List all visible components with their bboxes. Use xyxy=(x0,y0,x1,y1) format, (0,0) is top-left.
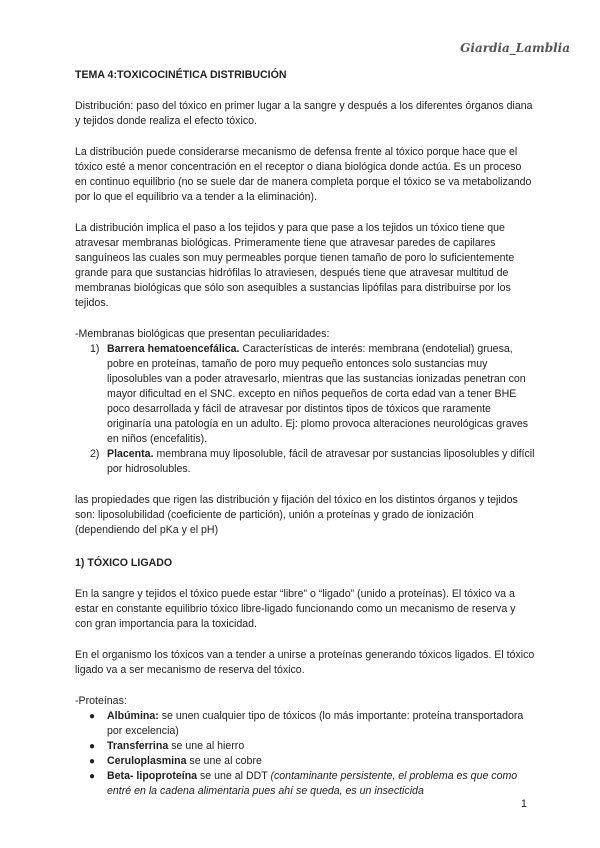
list-item xyxy=(75,739,535,754)
membrane-description: membrana muy liposoluble, fácil de atravesar por sustancias liposolubles y difícil por hidrosolubles. xyxy=(107,448,535,475)
bullet-icon: ● xyxy=(89,741,96,752)
list-item xyxy=(75,754,535,769)
protein-term: Albúmina: xyxy=(107,710,159,722)
paragraph-free-bound: En la sangre y tejidos el tóxico puede estar “libre” o “ligado” (unido a proteínas). El tóxico va a estar en constante equilibrio tóxico libre-ligado funcionando como un mecanismo de reserva y con gran importancia para la toxicidad. xyxy=(75,588,516,630)
page-number: 1 xyxy=(520,798,527,810)
protein-term: Beta- lipoproteína xyxy=(107,770,198,782)
document-title: TEMA 4:TOXICOCINÉTICA DISTRIBUCIÓN xyxy=(75,69,287,81)
membrane-term: Barrera hematoencefálica. xyxy=(107,343,240,355)
protein-description: se une al hierro xyxy=(168,740,245,752)
list-item xyxy=(75,709,535,739)
protein-description: se unen cualquier tipo de tóxicos (lo más importante: proteína transportadora por excelencia) xyxy=(107,710,524,737)
paragraph-defense-mechanism: La distribución puede considerarse mecanismo de defensa frente al tóxico porque hace que el tóxico esté a menor concentración en el receptor o diana biológica donde actúa. Es un proceso en continuo equilibrio (no se suele dar de manera completa porque el tóxico se va metabolizando por lo que el equilibrio va a tender a la eliminación). xyxy=(75,146,532,203)
paragraph-distribution-definition: Distribución: paso del tóxico en primer lugar a la sangre y después a los diferentes órganos diana y tejidos donde realiza el efecto tóxico. xyxy=(75,100,533,127)
paragraph-proteins-intro: -Proteínas: xyxy=(75,695,127,707)
protein-description: se une al DDT xyxy=(197,770,271,782)
bullet-icon: ● xyxy=(89,756,96,767)
membrane-term: Placenta. xyxy=(107,448,154,460)
paragraph-properties: las propiedades que rigen las distribución y fijación del tóxico en los distintos órganos y tejidos son: liposolubilidad (coeficiente de partición), unión a proteínas y grado de ionización (dependiendo del pKa y el pH) xyxy=(75,494,518,536)
paragraph-membranes: La distribución implica el paso a los tejidos y para que pase a los tejidos un tóxico tiene que atravesar membranas biológicas. Primeramente tiene que atravesar paredes de capilares sanguíneos las cuales son muy permeables porque tienen tamaño de poro lo suficientemente grande para que sustancias hidrófilas lo atraviesen, después tiene que atravesar multitud de membranas biológicas que sólo son asequibles a sustancias lipófilas para distribuirse por los tejidos. xyxy=(75,222,515,309)
protein-term: Transferrina xyxy=(107,740,169,752)
bullet-icon: ● xyxy=(89,771,96,782)
paragraph-membranes-intro: -Membranas biológicas que presentan peculiaridades: xyxy=(75,328,330,340)
list-item xyxy=(75,447,535,477)
paragraph-bound-reserve: En el organismo los tóxicos van a tender a unirse a proteínas generando tóxicos ligados. El tóxico ligado va a ser mecanismo de reserva del tóxico. xyxy=(75,649,535,676)
protein-description: se une al cobre xyxy=(186,755,262,767)
membranes-list xyxy=(75,342,535,477)
list-item xyxy=(75,342,535,447)
membrane-description: Características de interés: membrana (endotelial) gruesa, pobre en proteínas, tamaño de poro muy pequeño entonces solo sustancias muy liposolubles van a poder atravesarlo, mientras que las sustancias ionizadas penetran con mayor dificultad en el SNC. excepto en niños pequeños de corta edad van a tener BHE poco desarrollada y fácil de atravesar por distintos tipos de tóxicos que raramente originaría una patología en un adulto. Ej: plomo provoca alteraciones neurológicas graves en niños (encefalitis). xyxy=(107,343,529,445)
protein-term: Ceruloplasmina xyxy=(107,755,187,767)
list-number: 1) xyxy=(90,343,100,355)
list-number: 2) xyxy=(90,448,100,460)
brand-watermark: Giardia_Lamblia xyxy=(460,41,570,55)
bullet-icon: ● xyxy=(89,711,96,722)
protein-note: (contaminante persistente, el problema es que como entré en la cadena alimentaria pues ahí se queda, es un insecticida xyxy=(107,770,518,797)
list-item xyxy=(75,769,535,799)
section-heading: 1) TÓXICO LIGADO xyxy=(75,557,173,569)
proteins-list xyxy=(75,709,535,799)
document-body xyxy=(75,68,535,799)
